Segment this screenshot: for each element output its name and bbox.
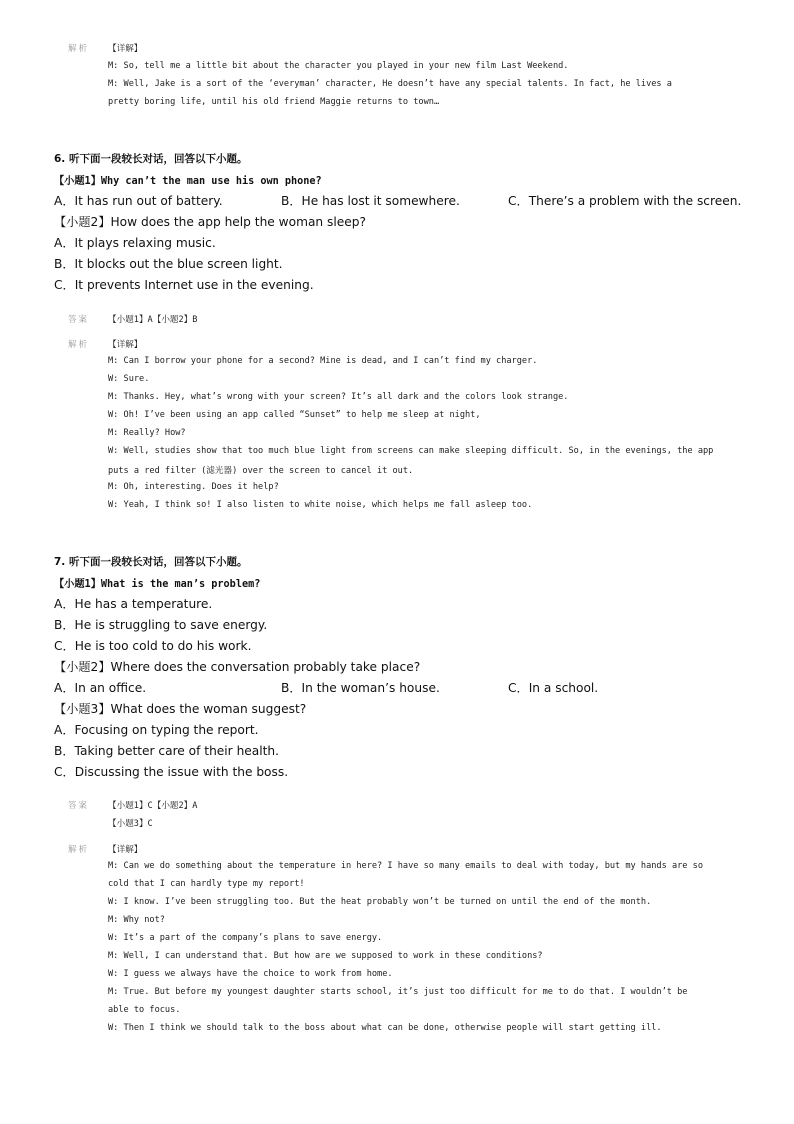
option-b: B．Taking better care of their health.	[54, 744, 280, 758]
option-b: B．He is struggling to save energy.	[54, 618, 268, 632]
dialogue-line: pretty boring life, until his old friend Maggie returns to town…	[108, 97, 440, 107]
dialogue-line: M: Can we do something about the temperature in here? I have so many emails to deal with today, but my hands are so	[108, 861, 703, 871]
dialogue-line: M: Well, Jake is a sort of the ‘everyman’ character, He doesn’t have any special talents. In fact, he lives a	[108, 79, 672, 89]
dialogue-line: M: Why not?	[108, 915, 165, 925]
sub-question: 【小题2】How does the app help the woman sleep?	[54, 215, 366, 229]
option-b: B．It blocks out the blue screen light.	[54, 257, 283, 271]
analysis-tag: 解析	[68, 44, 90, 54]
answer-text: 【小题3】C	[108, 819, 153, 829]
analysis-label: 【详解】	[108, 340, 143, 350]
option-c: C．He is too cold to do his work.	[54, 639, 252, 653]
dialogue-line: W: Well, studies show that too much blue light from screens can make sleeping difficult. So, in the evenings, the app	[108, 446, 714, 456]
question-heading: 6. 听下面一段较长对话，回答以下小题。	[54, 153, 248, 165]
option-a: A．In an office.	[54, 681, 147, 695]
sub-question: 【小题3】What does the woman suggest?	[54, 702, 307, 716]
option-b: B．He has lost it somewhere.	[281, 194, 460, 208]
dialogue-line: able to focus.	[108, 1005, 181, 1015]
dialogue-line: M: Thanks. Hey, what’s wrong with your screen? It’s all dark and the colors look strange.	[108, 392, 569, 402]
option-c: C．It prevents Internet use in the evening.	[54, 278, 314, 292]
dialogue-line: W: Yeah, I think so! I also listen to white noise, which helps me fall asleep too.	[108, 500, 533, 510]
option-c: C．Discussing the issue with the boss.	[54, 765, 289, 779]
dialogue-line: M: So, tell me a little bit about the character you played in your new film Last Weekend.	[108, 61, 569, 71]
option-a: A．He has a temperature.	[54, 597, 213, 611]
dialogue-line: W: I know. I’ve been struggling too. But the heat probably won’t be turned on until the end of the month.	[108, 897, 652, 907]
dialogue-line: M: Can I borrow your phone for a second? Mine is dead, and I can’t find my charger.	[108, 356, 538, 366]
option-a: A．It has run out of battery.	[54, 194, 223, 208]
option-a: A．It plays relaxing music.	[54, 236, 216, 250]
dialogue-line: M: True. But before my youngest daughter starts school, it’s just too difficult for me to do that. I wouldn’t be	[108, 987, 688, 997]
answer-tag: 答案	[68, 801, 90, 811]
option-b: B．In the woman’s house.	[281, 681, 440, 695]
dialogue-line: cold that I can hardly type my report!	[108, 879, 305, 889]
analysis-tag: 解析	[68, 845, 90, 855]
dialogue-line: M: Oh, interesting. Does it help?	[108, 482, 279, 492]
dialogue-line: M: Really? How?	[108, 428, 186, 438]
option-c: C．There’s a problem with the screen.	[508, 194, 742, 208]
sub-question: 【小题2】Where does the conversation probably take place?	[54, 660, 421, 674]
option-c: C．In a school.	[508, 681, 599, 695]
option-a: A．Focusing on typing the report.	[54, 723, 259, 737]
answer-tag: 答案	[68, 315, 90, 325]
answer-text: 【小题1】C【小题2】A	[108, 801, 198, 811]
dialogue-line: M: Well, I can understand that. But how are we supposed to work in these conditions?	[108, 951, 543, 961]
dialogue-line: W: I guess we always have the choice to work from home.	[108, 969, 393, 979]
dialogue-line: W: It’s a part of the company’s plans to save energy.	[108, 933, 383, 943]
dialogue-line: W: Sure.	[108, 374, 150, 384]
analysis-label: 【详解】	[108, 845, 143, 855]
analysis-tag: 解析	[68, 340, 90, 350]
sub-question: 【小题1】What is the man’s problem?	[54, 579, 261, 590]
answer-text: 【小题1】A【小题2】B	[108, 315, 198, 325]
sub-question: 【小题1】Why can’t the man use his own phone?	[54, 176, 322, 187]
dialogue-line: W: Oh! I’ve been using an app called “Sunset” to help me sleep at night,	[108, 410, 481, 420]
dialogue-line: W: Then I think we should talk to the boss about what can be done, otherwise people will start getting ill.	[108, 1023, 662, 1033]
dialogue-line: puts a red filter (滤光器) over the screen to cancel it out.	[108, 466, 414, 476]
question-heading: 7. 听下面一段较长对话，回答以下小题。	[54, 556, 248, 568]
analysis-label: 【详解】	[108, 44, 143, 54]
